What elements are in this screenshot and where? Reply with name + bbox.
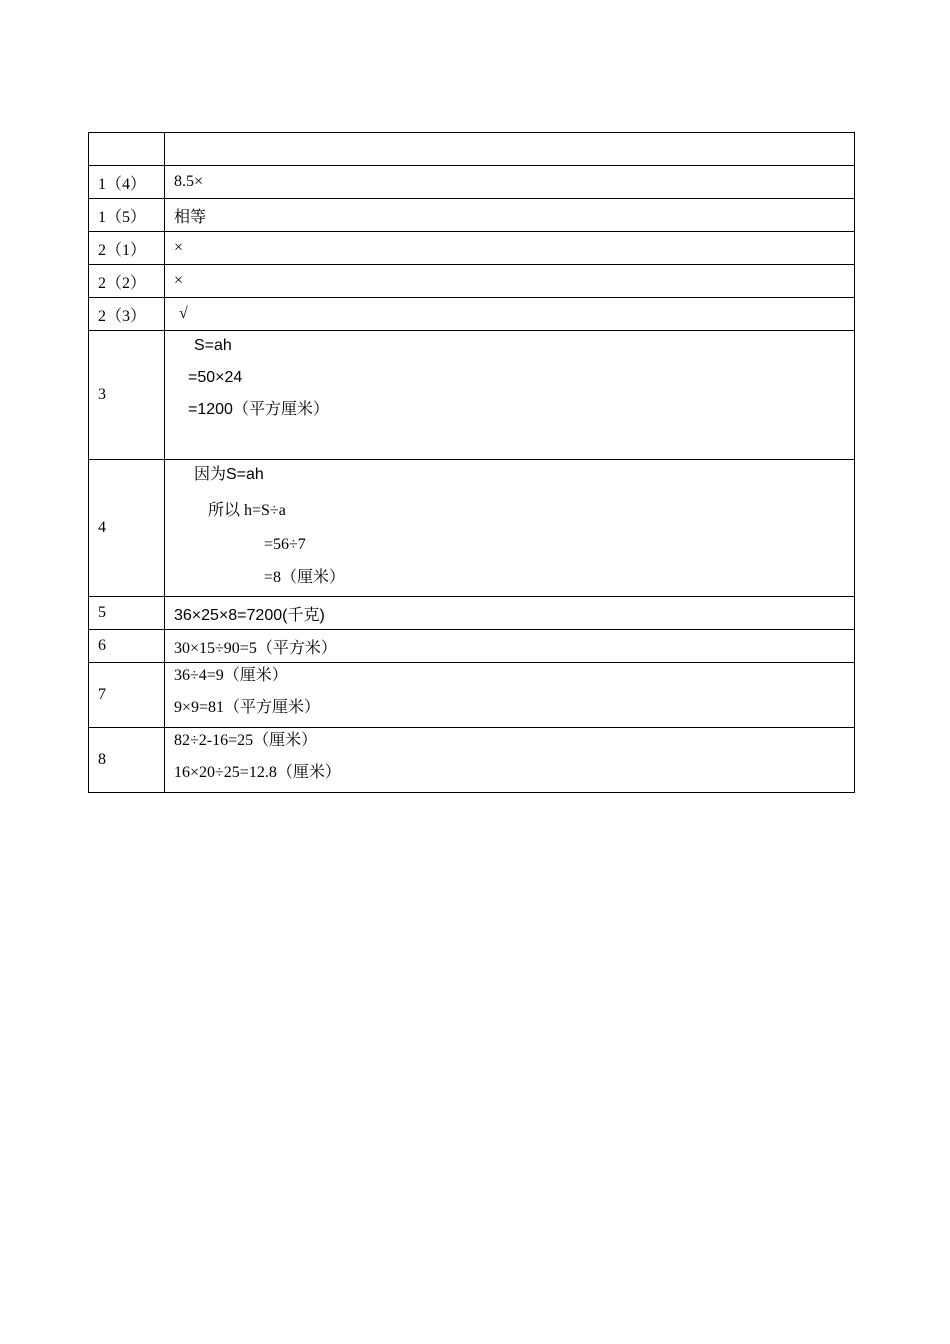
answer-line: 36÷4=9（厘米） [174, 667, 288, 684]
table-row [89, 728, 855, 793]
question-number-cell [89, 133, 165, 166]
question-number-cell: 1（5） [89, 199, 165, 232]
table-row [89, 166, 855, 199]
question-number-cell: 2（2） [89, 265, 165, 298]
answer-cell: 8.5× [165, 166, 855, 199]
table-row [89, 298, 855, 331]
answer-cell: × [165, 265, 855, 298]
table-row [89, 265, 855, 298]
answer-line: S=ah [194, 337, 232, 354]
answer-line: 16×20÷25=12.8（厘米） [174, 764, 341, 781]
answer-line: =56÷7 [264, 536, 306, 553]
table-row [89, 133, 855, 166]
answer-line: =50×24 [188, 369, 243, 386]
answer-line: 所以 h=S÷a [208, 502, 286, 519]
answer-cell: × [165, 232, 855, 265]
table-row [89, 597, 855, 630]
answer-cell [165, 133, 855, 166]
answer-cell: 30×15÷90=5（平方米） [165, 630, 855, 663]
table-row [89, 232, 855, 265]
answer-table [88, 132, 855, 793]
question-number-cell: 5 [89, 597, 165, 630]
answer-cell [165, 331, 855, 460]
answer-line: =1200（平方厘米） [188, 401, 329, 418]
answer-sheet [88, 132, 855, 793]
question-number-cell: 8 [89, 728, 165, 793]
table-row [89, 630, 855, 663]
table-row [89, 331, 855, 460]
question-number-cell: 2（3） [89, 298, 165, 331]
answer-line: 9×9=81（平方厘米） [174, 699, 321, 716]
table-row [89, 199, 855, 232]
answer-line: =8（厘米） [264, 569, 346, 586]
question-number-cell: 4 [89, 460, 165, 597]
answer-cell [165, 663, 855, 728]
answer-cell: 36×25×8=7200(千克) [165, 597, 855, 630]
question-number-cell: 7 [89, 663, 165, 728]
table-row [89, 460, 855, 597]
answer-text: √ [179, 305, 188, 322]
question-number-cell: 2（1） [89, 232, 165, 265]
answer-line: 82÷2-16=25（厘米） [174, 732, 318, 749]
question-number-cell: 6 [89, 630, 165, 663]
table-row [89, 663, 855, 728]
answer-cell: 相等 [165, 199, 855, 232]
answer-cell [165, 298, 855, 331]
question-number-cell: 1（4） [89, 166, 165, 199]
answer-line: 因为S=ah [194, 466, 264, 483]
question-number-cell: 3 [89, 331, 165, 460]
answer-cell [165, 460, 855, 597]
answer-cell [165, 728, 855, 793]
